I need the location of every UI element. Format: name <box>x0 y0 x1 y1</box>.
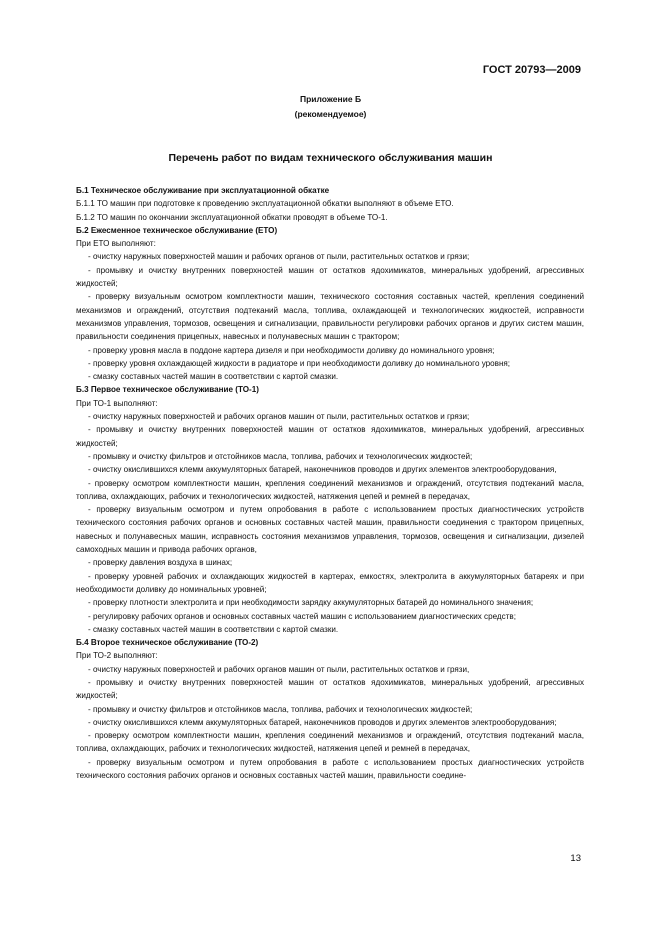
section-heading-b4: Б.4 Второе техническое обслуживание (ТО-2) <box>76 638 259 648</box>
list-item: - проверку осмотром комплектности машин, крепления соединений механизмов и ограждений, отсутствия подтеканий масла, топлива, охлаждающих, рабочих и технологических жидкостей, натяжения цепей и ремней в передачах, <box>76 731 584 754</box>
list-item: - смазку составных частей машин в соответствии с картой смазки. <box>88 624 339 634</box>
list-item: - смазку составных частей машин в соответствии с картой смазки. <box>88 372 339 382</box>
list-item: - регулировку рабочих органов и основных составных частей машин с использованием диагностических средств; <box>88 611 516 621</box>
document-code: ГОСТ 20793—2009 <box>482 64 581 76</box>
list-item: - проверку визуальным осмотром комплектности машин, технического состояния составных частей, крепления соединений механизмов и ограждений, отсутствия подтеканий масла, топлива, охлаждающей и технологических жидкостей, исправности механизмов управления, тормозов, освещения и сигнализации, правильности регулировки рабочих органов и других систем машин, правильности соединения прицепных, навесных и полунавесных машин с трактором; <box>76 292 584 342</box>
list-item: - очистку наружных поверхностей и рабочих органов машин от пыли, растительных остатков и грязи, <box>88 664 470 674</box>
annex-type: (рекомендуемое) <box>294 109 367 119</box>
section-intro-b3: При ТО-1 выполняют: <box>76 398 158 408</box>
list-item: - проверку осмотром комплектности машин, крепления соединений механизмов и ограждений, отсутствия подтеканий масла, топлива, охлаждающих, рабочих и технологических жидкостей, натяжения цепей и ремней в передачах, <box>76 478 584 501</box>
page-number: 13 <box>570 853 581 864</box>
list-item: - проверку уровня масла в поддоне картера дизеля и при необходимости доливку до номинального уровня; <box>88 345 495 355</box>
list-item: - проверку уровней рабочих и охлаждающих жидкостей в картерах, емкостях, электролита в аккумуляторных батареях и при необходимости доливку до номинальных уровней; <box>76 571 584 594</box>
list-item: - очистку наружных поверхностей машин и рабочих органов от пыли, растительных остатков и грязи; <box>88 252 470 262</box>
list-item: - проверку визуальным осмотром и путем опробования в работе с использованием простых диагностических устройств технического состояния рабочих органов и основных составных частей машин, правильности соединения с трактором прицепных, навесных и полунавесных машин, исправность состояния механизмов управления, тормозов, освещения и сигнализации, дизелей самоходных машин и привода рабочих органов, <box>76 505 584 555</box>
section-heading-b3: Б.3 Первое техническое обслуживание (ТО-1) <box>76 385 259 395</box>
list-item: - промывку и очистку фильтров и отстойников масла, топлива, рабочих и технологических жидкостей; <box>88 451 473 461</box>
list-item: - проверку уровня охлаждающей жидкости в радиаторе и при необходимости доливку до номинального уровня; <box>88 358 511 368</box>
list-item: - проверку визуальным осмотром и путем опробования в работе с использованием простых диагностических устройств технического состояния рабочих органов и основных составных частей машин, правильности соедине- <box>76 757 584 781</box>
section-heading-b2: Б.2 Ежесменное техническое обслуживание (ЕТО) <box>76 225 278 235</box>
list-item: - очистку окислившихся клемм аккумуляторных батарей, наконечников проводов и других элементов электрооборудования; <box>88 717 557 727</box>
page-title: Перечень работ по видам технического обслуживания машин <box>168 152 493 164</box>
list-item: - очистку окислившихся клемм аккумуляторных батарей, наконечников проводов и других элементов электрооборудования, <box>88 465 557 475</box>
document-body <box>76 184 584 782</box>
list-item: - промывку и очистку фильтров и отстойников масла, топлива, рабочих и технологических жидкостей; <box>88 704 473 714</box>
list-item: - очистку наружных поверхностей и рабочих органов машин от пыли, растительных остатков и грязи; <box>88 412 470 422</box>
list-item: - проверку плотности электролита и при необходимости зарядку аккумуляторных батарей до номинального значения; <box>88 598 534 608</box>
section-heading-b1: Б.1 Техническое обслуживание при эксплуатационной обкатке <box>76 186 330 195</box>
list-item: - промывку и очистку внутренних поверхностей машин от остатков ядохимикатов, минеральных удобрений, агрессивных жидкостей; <box>76 265 584 289</box>
annex-title: Приложение Б <box>299 94 362 104</box>
list-item: - проверку давления воздуха в шинах; <box>88 558 233 568</box>
list-item: - промывку и очистку внутренних поверхностей машин от остатков ядохимикатов, минеральных удобрений, агрессивных жидкостей; <box>76 425 584 448</box>
list-item: - промывку и очистку внутренних поверхностей машин от остатков ядохимикатов, минеральных удобрений, агрессивных жидкостей; <box>76 677 584 701</box>
section-intro-b4: При ТО-2 выполняют: <box>76 651 158 661</box>
section-intro-b2: При ЕТО выполняют: <box>76 239 156 249</box>
annex-heading <box>0 92 661 122</box>
paragraph-b1-1: Б.1.1 ТО машин при подготовке к проведению эксплуатационной обкатки выполняют в объеме ЕТО. <box>76 199 454 209</box>
paragraph-b1-2: Б.1.2 ТО машин по окончании эксплуатационной обкатки проводят в объеме ТО-1. <box>76 212 388 222</box>
